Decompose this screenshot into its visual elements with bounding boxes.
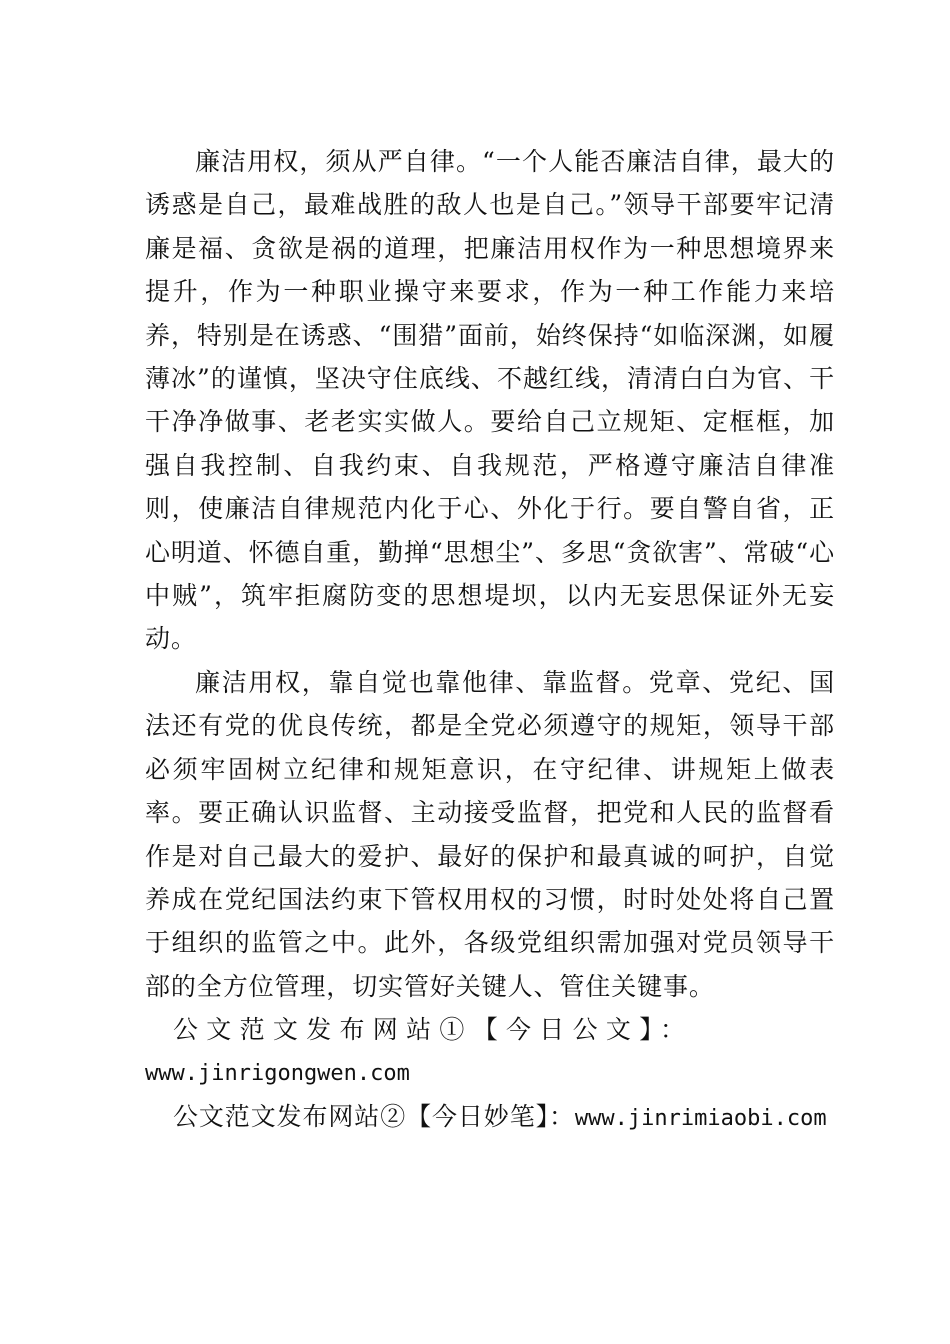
site-link-1-label: 公文范文发布网站①【今日公文】： (173, 1015, 694, 1045)
site-link-1-url[interactable]: www.jinrigongwen.com (145, 1060, 410, 1086)
site-link-2-label: 公文范文发布网站②【今日妙笔】： (173, 1101, 575, 1131)
document-body (145, 140, 835, 1140)
site-link-2-url[interactable]: www.jinrimiaobi.com (574, 1105, 827, 1131)
site-link-1 (145, 1008, 835, 1051)
paragraph-self-discipline: 廉洁用权，须从严自律。“一个人能否廉洁自律，最大的诱惑是自己，最难战胜的敌人也是自己。”领导干部要牢记清廉是福、贪欲是祸的道理，把廉洁用权作为一种思想境界来提升，作为一种职业操守来要求，作为一种工作能力来培养，特别是在诱惑、“围猎”面前，始终保持“如临深渊，如履薄冰”的谨慎，坚决守住底线、不越红线，清清白白为官、干干净净做事、老老实实做人。要给自己立规矩、定框框，加强自我控制、自我约束、自我规范，严格遵守廉洁自律准则，使廉洁自律规范内化于心、外化于行。要自警自省，正心明道、怀德自重，勤掸“思想尘”、多思“贪欲害”、常破“心中贼”，筑牢拒腐防变的思想堤坝，以内无妄思保证外无妄动。 (145, 147, 836, 654)
site-link-2 (145, 1095, 835, 1140)
paragraph-supervision: 廉洁用权，靠自觉也靠他律、靠监督。党章、党纪、国法还有党的优良传统，都是全党必须遵守的规矩，领导干部必须牢固树立纪律和规矩意识，在守纪律、讲规矩上做表率。要正确认识监督、主动接受监督，把党和人民的监督看作是对自己最大的爱护、最好的保护和最真诚的呵护，自觉养成在党纪国法约束下管权用权的习惯，时时处处将自己置于组织的监管之中。此外，各级党组织需加强对党员领导干部的全方位管理，切实管好关键人、管住关键事。 (145, 667, 835, 1001)
